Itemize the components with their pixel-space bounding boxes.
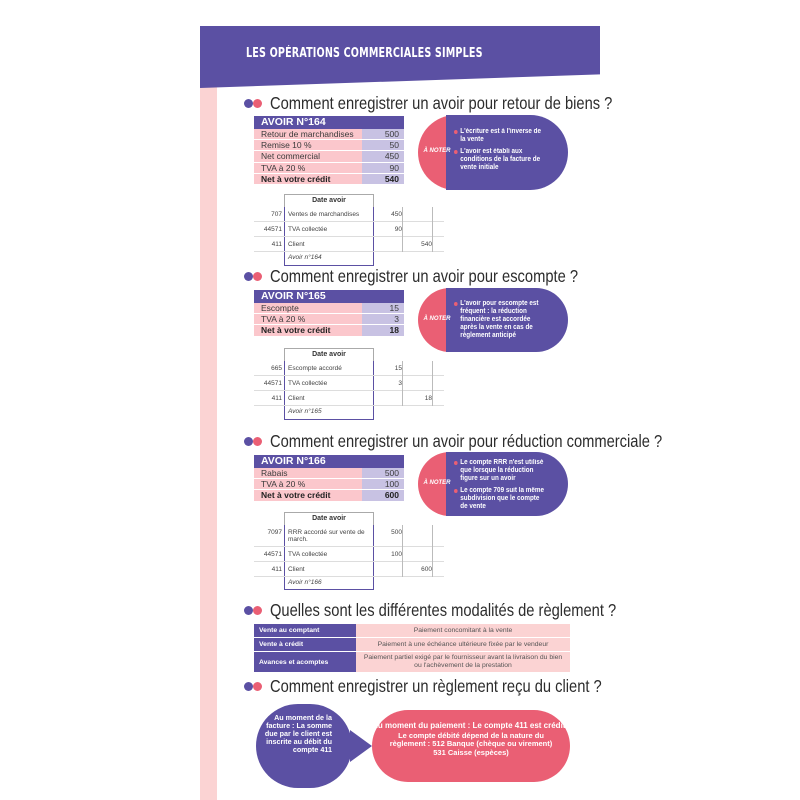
journal-row xyxy=(254,562,444,577)
avoir-value: 18 xyxy=(362,325,404,335)
avoir-value: 500 xyxy=(362,468,404,478)
avoir-title: AVOIR N°166 xyxy=(254,455,404,468)
avoir-row xyxy=(254,479,404,490)
note-bubble xyxy=(418,452,568,516)
avoir-total-row xyxy=(254,325,404,336)
avoir-label: TVA à 20 % xyxy=(254,479,362,489)
payment-title: Au moment du paiement : Le compte 411 est crédité xyxy=(372,721,570,730)
avoir-title: AVOIR N°164 xyxy=(254,116,404,129)
page-title: LES OPÉRATIONS COMMERCIALES SIMPLES xyxy=(246,46,483,61)
debit-amount: 3 xyxy=(398,380,402,387)
avoir-table xyxy=(254,455,404,502)
modality-label: Vente au comptant xyxy=(254,624,356,637)
journal-header: Date avoir xyxy=(284,512,374,525)
account-label: Client xyxy=(288,566,305,573)
bullet-dots-icon xyxy=(244,271,264,281)
journal-row xyxy=(254,376,444,391)
avoir-label: Net à votre crédit xyxy=(254,490,362,500)
debit-amount: 500 xyxy=(391,529,402,536)
journal-header: Date avoir xyxy=(284,194,374,207)
question-heading xyxy=(244,266,637,286)
margin-strip xyxy=(200,86,217,800)
avoir-label: Remise 10 % xyxy=(254,140,362,150)
account-number: 44571 xyxy=(263,551,282,558)
debit-amount: 100 xyxy=(391,551,402,558)
avoir-row xyxy=(254,140,404,151)
note-item: L'avoir est établi aux conditions de la facture de vente initiale xyxy=(454,148,548,172)
avoir-value: 50 xyxy=(362,140,404,150)
journal-row xyxy=(254,222,444,237)
modality-value: Paiement partiel exigé par le fournisseur avant la livraison du bien ou l'achèvement de la prestation xyxy=(356,652,570,672)
journal-footer: Avoir n°164 xyxy=(288,254,322,261)
avoir-title: AVOIR N°165 xyxy=(254,290,404,303)
avoir-row xyxy=(254,468,404,479)
avoir-value: 540 xyxy=(362,174,404,184)
account-number: 707 xyxy=(271,211,282,218)
journal-entry xyxy=(254,512,444,590)
page xyxy=(200,26,663,800)
journal-footer: Avoir n°165 xyxy=(288,408,322,415)
journal-row xyxy=(254,525,444,547)
bullet-dots-icon xyxy=(244,436,264,446)
modality-row xyxy=(254,652,570,673)
modality-row xyxy=(254,638,570,652)
avoir-total-row xyxy=(254,174,404,185)
avoir-value: 600 xyxy=(362,490,404,500)
credit-amount: 540 xyxy=(421,241,432,248)
avoir-label: Retour de marchandises xyxy=(254,129,362,139)
account-number: 411 xyxy=(271,566,282,573)
journal-footer: Avoir n°166 xyxy=(288,579,322,586)
note-label: À NOTER xyxy=(423,148,451,154)
debit-amount: 15 xyxy=(394,365,402,372)
question-text: Comment enregistrer un règlement reçu du client ? xyxy=(270,675,602,696)
avoir-value: 500 xyxy=(362,129,404,139)
avoir-value: 15 xyxy=(362,303,404,313)
avoir-label: Net à votre crédit xyxy=(254,174,362,184)
account-label: RRR accordé sur vente de march. xyxy=(288,529,365,543)
debit-amount: 90 xyxy=(394,226,402,233)
bullet-dots-icon xyxy=(244,98,264,108)
modality-label: Vente à crédit xyxy=(254,638,356,651)
avoir-label: Rabais xyxy=(254,468,362,478)
modality-row xyxy=(254,624,570,638)
avoir-row xyxy=(254,303,404,314)
avoir-value: 3 xyxy=(362,314,404,324)
modality-value: Paiement concomitant à la vente xyxy=(356,624,570,637)
question-text: Comment enregistrer un avoir pour réduction commerciale ? xyxy=(270,430,663,451)
payment-bubble xyxy=(372,710,570,782)
credit-amount: 18 xyxy=(424,395,432,402)
question-text: Comment enregistrer un avoir pour retour de biens ? xyxy=(270,92,613,113)
journal-row xyxy=(254,547,444,562)
credit-amount: 600 xyxy=(421,566,432,573)
note-item: Le compte 709 suit la même subdivision que le compte de vente xyxy=(454,487,548,511)
account-label: TVA collectée xyxy=(288,380,328,387)
modalities-table xyxy=(254,624,570,673)
question-text: Quelles sont les différentes modalités de règlement ? xyxy=(270,599,617,620)
avoir-table xyxy=(254,290,404,337)
avoir-row xyxy=(254,314,404,325)
avoir-row xyxy=(254,163,404,174)
avoir-label: TVA à 20 % xyxy=(254,163,362,173)
account-label: Client xyxy=(288,241,305,248)
journal-row xyxy=(254,391,444,406)
note-item: L'avoir pour escompte est fréquent : la réduction financière est accordée après la vente en cas de règlement anticipé xyxy=(454,300,548,340)
avoir-value: 100 xyxy=(362,479,404,489)
debit-amount: 450 xyxy=(391,211,402,218)
account-label: Ventes de marchandises xyxy=(288,211,360,218)
bullet-dots-icon xyxy=(244,681,264,691)
account-number: 411 xyxy=(271,395,282,402)
avoir-label: Net à votre crédit xyxy=(254,325,362,335)
account-number: 411 xyxy=(271,241,282,248)
account-number: 7097 xyxy=(267,529,282,536)
account-label: Escompte accordé xyxy=(288,365,342,372)
payment-body: Le compte débité dépend de la nature du règlement : 512 Banque (chèque ou virement) 531 Caisse (espèces) xyxy=(389,730,553,757)
question-heading xyxy=(244,676,665,696)
journal-row xyxy=(254,237,444,252)
avoir-value: 90 xyxy=(362,163,404,173)
avoir-row xyxy=(254,129,404,140)
question-heading xyxy=(244,93,678,113)
note-item: Le compte RRR n'est utilisé que lorsque la réduction figure sur un avoir xyxy=(454,459,548,483)
arrow-right-icon xyxy=(350,730,372,762)
avoir-table xyxy=(254,116,404,185)
modality-value: Paiement à une échéance ultérieure fixée par le vendeur xyxy=(356,638,570,651)
question-text: Comment enregistrer un avoir pour escompte ? xyxy=(270,265,579,286)
note-label: À NOTER xyxy=(423,316,451,322)
invoice-bubble: Au moment de la facture : La somme due par le client est inscrite au débit du compte 411 xyxy=(256,704,352,788)
journal-entry xyxy=(254,348,444,420)
avoir-label: Escompte xyxy=(254,303,362,313)
account-label: Client xyxy=(288,395,305,402)
avoir-value: 450 xyxy=(362,151,404,161)
account-number: 44571 xyxy=(263,226,282,233)
account-label: TVA collectée xyxy=(288,551,328,558)
question-heading xyxy=(244,600,682,620)
note-bubble xyxy=(418,288,568,352)
avoir-label: Net commercial xyxy=(254,151,362,161)
account-number: 44571 xyxy=(263,380,282,387)
account-label: TVA collectée xyxy=(288,226,328,233)
avoir-total-row xyxy=(254,490,404,501)
modality-label: Avances et acomptes xyxy=(254,652,356,672)
account-number: 665 xyxy=(271,365,282,372)
note-bubble xyxy=(418,115,568,190)
avoir-label: TVA à 20 % xyxy=(254,314,362,324)
journal-entry xyxy=(254,194,444,266)
journal-row xyxy=(254,361,444,376)
journal-row xyxy=(254,207,444,222)
journal-header: Date avoir xyxy=(284,348,374,361)
note-item: L'écriture est à l'inverse de la vente xyxy=(454,128,548,144)
bullet-dots-icon xyxy=(244,605,264,615)
question-heading xyxy=(244,431,737,451)
avoir-row xyxy=(254,151,404,162)
note-label: À NOTER xyxy=(423,480,451,486)
